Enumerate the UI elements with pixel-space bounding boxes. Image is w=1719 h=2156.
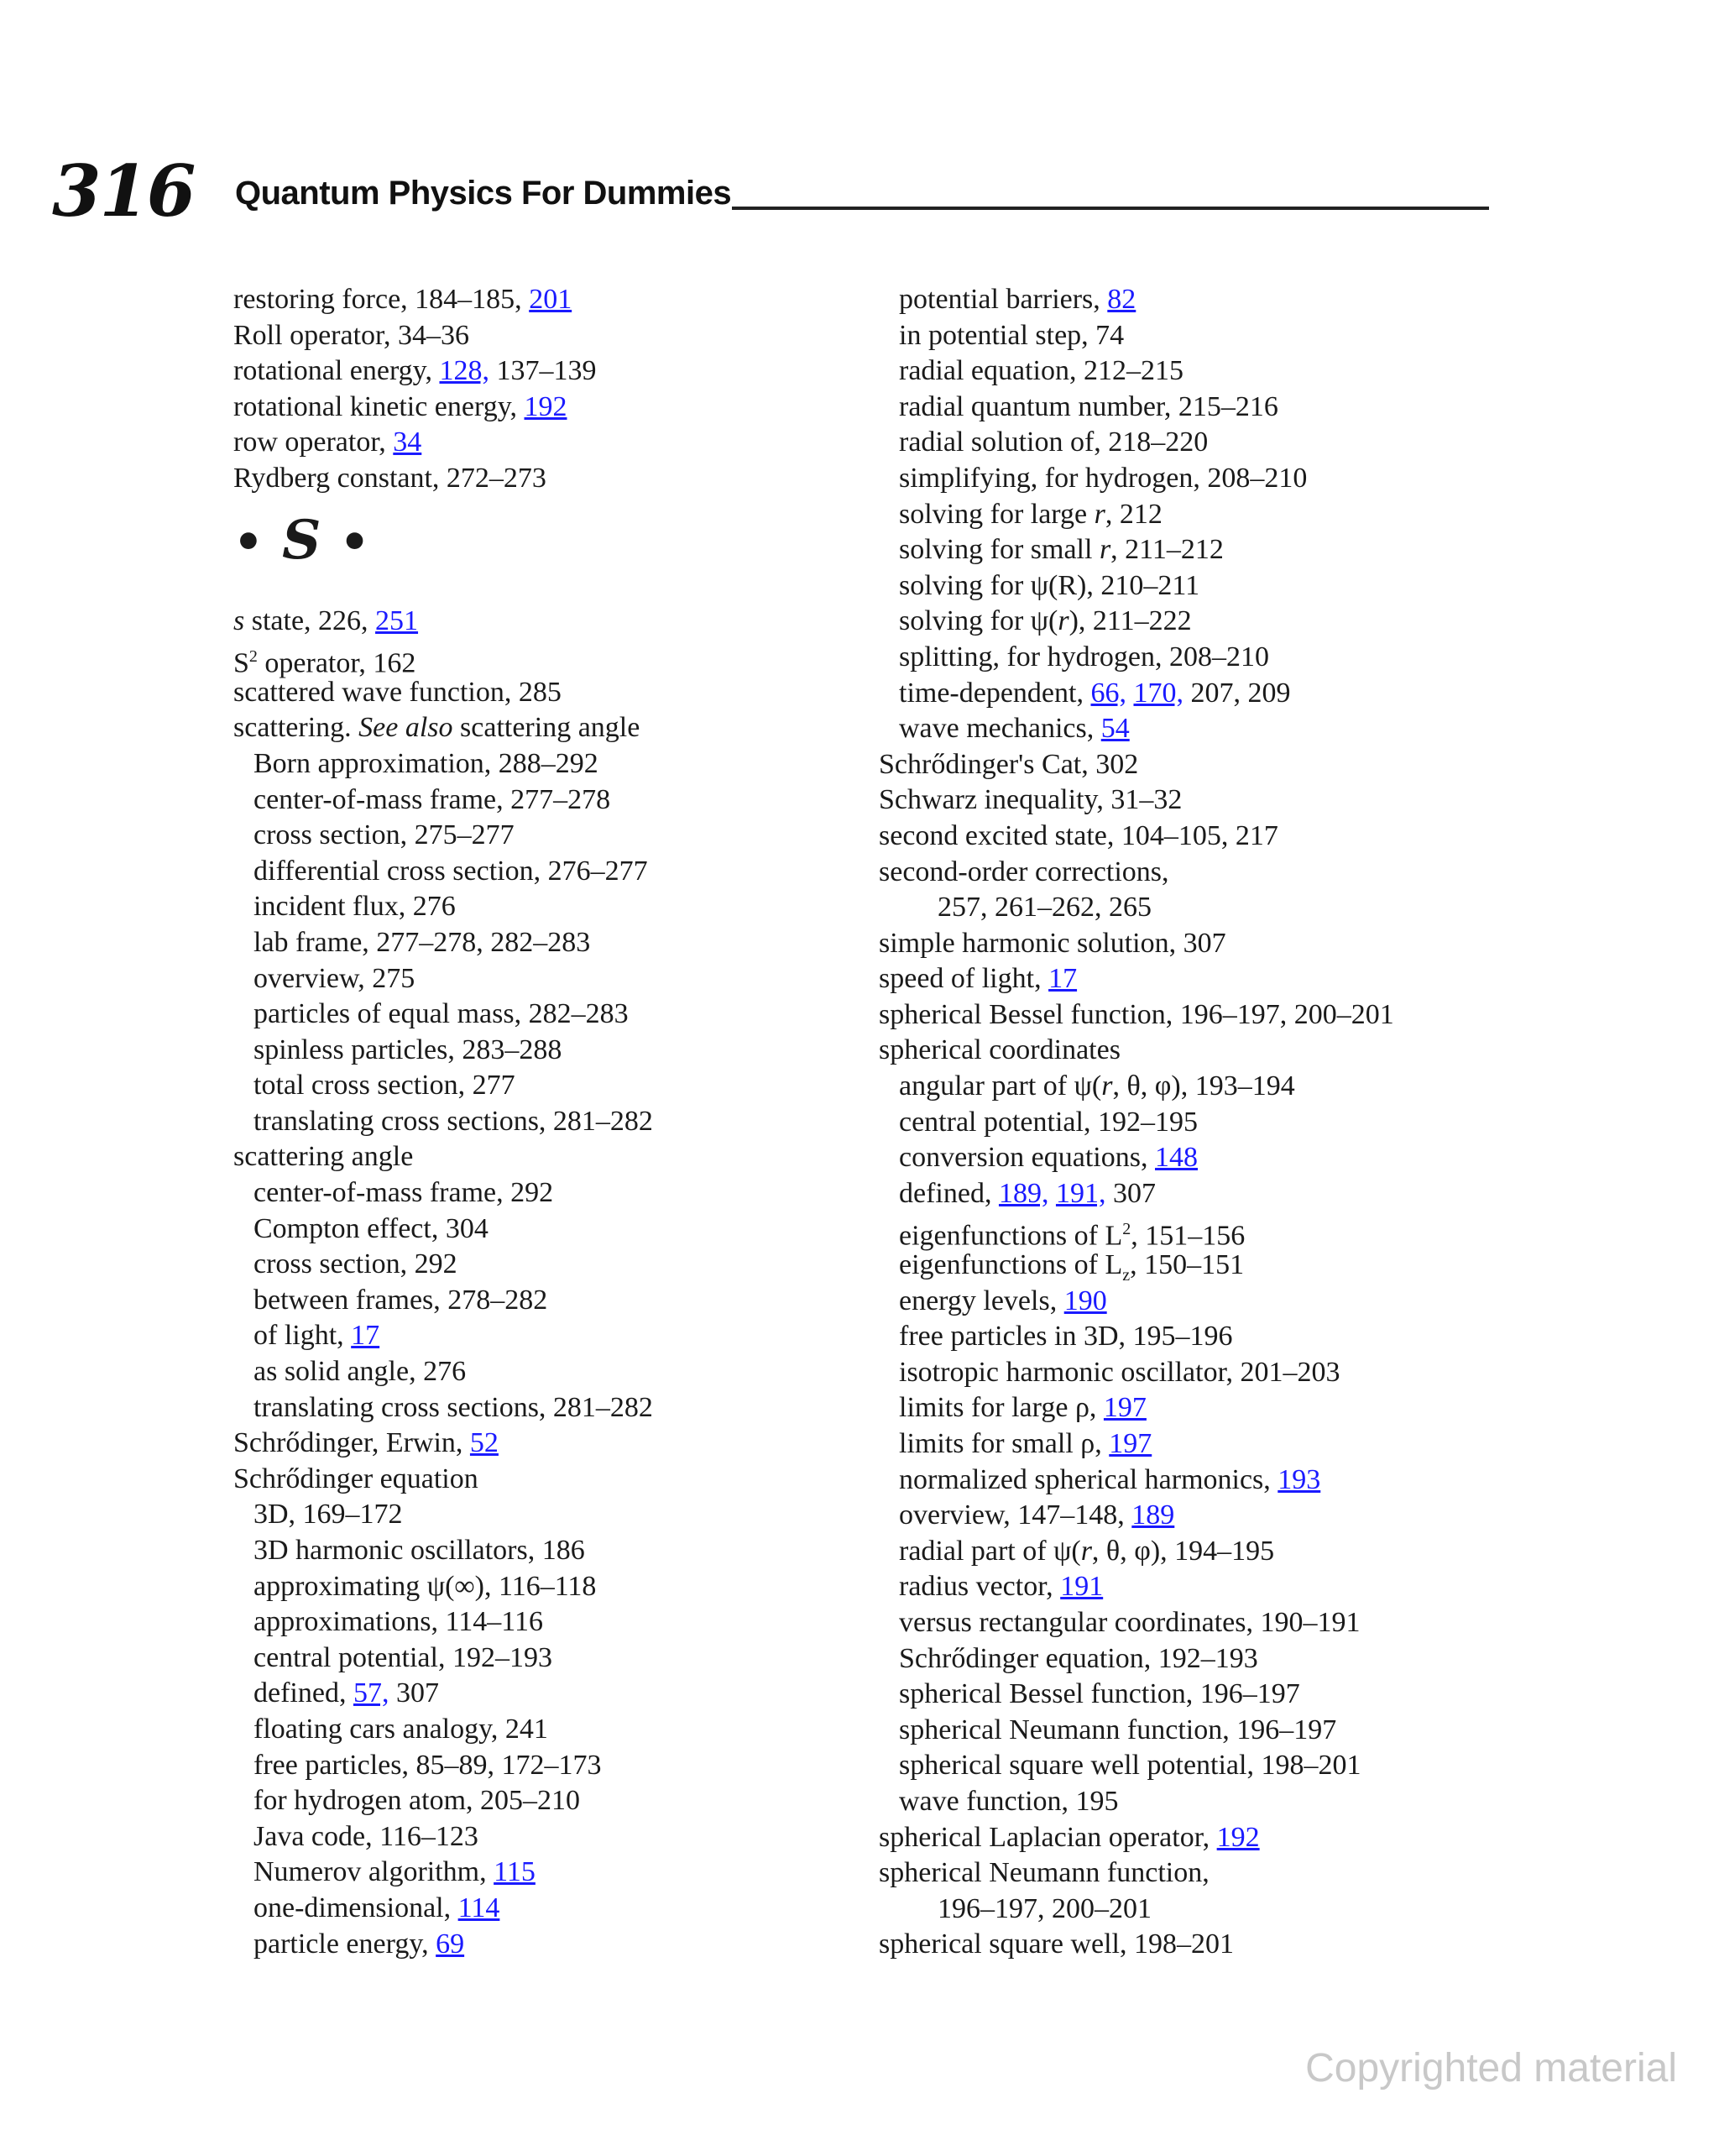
index-entry: splitting, for hydrogen, 208–210: [899, 641, 1270, 672]
index-entry: spherical Neumann function, 196–197: [899, 1714, 1337, 1745]
index-column-left: [233, 282, 771, 1962]
index-entry: floating cars analogy, 241: [253, 1713, 548, 1745]
page-link[interactable]: 192: [1216, 1821, 1260, 1853]
page-link[interactable]: 69: [436, 1928, 465, 1960]
index-entry: spherical Bessel function, 196–197: [899, 1678, 1300, 1710]
index-entry: Numerov algorithm, 115: [253, 1856, 536, 1888]
index-entry: Schwarz inequality, 31–32: [879, 784, 1183, 816]
page-link[interactable]: 193: [1277, 1463, 1321, 1495]
index-entry: wave mechanics, 54: [899, 713, 1130, 745]
index-entry: central potential, 192–193: [253, 1641, 552, 1673]
index-entry: lab frame, 277–278, 282–283: [253, 926, 591, 958]
index-entry: speed of light, 17: [879, 963, 1078, 995]
index-entry: angular part of ψ(r, θ, φ), 193–194: [899, 1070, 1295, 1102]
index-entry: translating cross sections, 281–282: [253, 1105, 653, 1137]
index-entry: time-dependent, 66, 170, 207, 209: [899, 677, 1291, 709]
index-column-right: [879, 282, 1500, 1963]
index-entry: approximating ψ(∞), 116–118: [253, 1570, 597, 1602]
header-rule: [732, 207, 1489, 210]
index-entry: conversion equations, 148: [899, 1142, 1198, 1174]
index-entry: isotropic harmonic oscillator, 201–203: [899, 1356, 1340, 1388]
section-heading-s: [233, 497, 771, 604]
page-link[interactable]: 57,: [353, 1677, 389, 1709]
index-entry: in potential step, 74: [899, 319, 1125, 351]
index-entry: 3D, 169–172: [253, 1499, 403, 1531]
page-link[interactable]: 191: [1060, 1571, 1104, 1603]
index-entry: $S^2$ operator, 162: [233, 647, 416, 679]
index-entry: radial quantum number, 215–216: [899, 390, 1278, 422]
entries-s-continued: [879, 282, 1500, 1963]
index-entry: second excited state, 104–105, 217: [879, 819, 1278, 851]
index-entry: defined, 189, 191, 307: [899, 1177, 1156, 1209]
index-entry: potential barriers, 82: [899, 284, 1136, 315]
page-link[interactable]: 191,: [1055, 1177, 1106, 1209]
index-entry: cross section, 275–277: [253, 819, 515, 851]
index-entry: particles of equal mass, 282–283: [253, 998, 629, 1030]
index-entry: eigenfunctions of $L^2$, 151–156: [899, 1220, 1246, 1252]
page-link[interactable]: 189,: [998, 1177, 1049, 1209]
copyright-watermark: Copyrighted material: [1305, 2046, 1677, 2091]
section-letter: S: [282, 508, 321, 572]
index-entry: normalized spherical harmonics, 193: [899, 1463, 1321, 1495]
page-link[interactable]: 189: [1131, 1499, 1175, 1531]
index-entry: simple harmonic solution, 307: [879, 927, 1226, 959]
page-link[interactable]: 170,: [1133, 677, 1183, 709]
index-entry: cross section, 292: [253, 1248, 457, 1280]
page-link[interactable]: 82: [1107, 284, 1136, 315]
index-entry: spherical Neumann function,: [879, 1857, 1210, 1889]
section-bullet-right: •: [339, 514, 370, 570]
page-link[interactable]: 197: [1109, 1428, 1152, 1459]
index-entry: simplifying, for hydrogen, 208–210: [899, 462, 1308, 494]
index-entry: one-dimensional, 114: [253, 1892, 500, 1923]
index-entry: radial solution of, 218–220: [899, 426, 1209, 458]
index-entry: free particles in 3D, 195–196: [899, 1321, 1233, 1353]
index-entry: Compton effect, 304: [253, 1212, 489, 1244]
entries-s: [233, 604, 771, 1963]
index-entry: energy levels, 190: [899, 1285, 1107, 1316]
page-link[interactable]: 34: [393, 426, 422, 458]
index-entry: radial part of ψ(r, θ, φ), 194–195: [899, 1535, 1275, 1567]
index-entry: solving for large r, 212: [899, 498, 1163, 530]
index-entry: particle energy, 69: [253, 1928, 465, 1960]
page-link[interactable]: 251: [375, 604, 419, 636]
index-entry: center-of-mass frame, 277–278: [253, 783, 611, 815]
index-entry: for hydrogen atom, 205–210: [253, 1785, 581, 1817]
page-link[interactable]: 52: [469, 1427, 499, 1459]
page-link[interactable]: 17: [1048, 963, 1078, 995]
index-entry: central potential, 192–195: [899, 1106, 1198, 1138]
index-entry: limits for small ρ, 197: [899, 1428, 1152, 1459]
index-entry: total cross section, 277: [253, 1070, 515, 1102]
index-entry: approximations, 114–116: [253, 1606, 543, 1638]
index-entry: between frames, 278–282: [253, 1284, 548, 1316]
index-entry: rotational kinetic energy, 192: [233, 390, 567, 422]
index-entry: Rydberg constant, 272–273: [233, 462, 546, 494]
index-entry: spherical square well, 198–201: [879, 1928, 1234, 1960]
page-link[interactable]: 197: [1103, 1392, 1147, 1424]
index-entry: translating cross sections, 281–282: [253, 1391, 653, 1423]
index-entry: scattered wave function, 285: [233, 676, 562, 708]
index-entry: Schrődinger, Erwin, 52: [233, 1427, 499, 1459]
index-entry: free particles, 85–89, 172–173: [253, 1749, 602, 1781]
page-link[interactable]: 148: [1155, 1142, 1198, 1174]
index-entry: 257, 261–262, 265: [938, 892, 1152, 924]
index-entry: spinless particles, 283–288: [253, 1034, 562, 1065]
index-entry: scattering. See also scattering angle: [233, 712, 640, 744]
index-entry: wave function, 195: [899, 1785, 1119, 1817]
page-link[interactable]: 192: [524, 390, 567, 422]
index-entry: as solid angle, 276: [253, 1356, 467, 1388]
index-entry: spherical coordinates: [879, 1034, 1121, 1066]
page-link[interactable]: 190: [1063, 1285, 1107, 1316]
index-entry: solving for small r, 211–212: [899, 534, 1224, 566]
index-entry: eigenfunctions of $L_z$, 150–151: [899, 1249, 1245, 1285]
index-entry: overview, 275: [253, 962, 415, 994]
index-entry: scattering angle: [233, 1141, 414, 1173]
index-entry: Schrődinger's Cat, 302: [879, 748, 1139, 780]
index-entry: solving for ψ(R), 210–211: [899, 569, 1200, 601]
index-entry: restoring force, 184–185, 201: [233, 284, 572, 315]
page-link[interactable]: 128,: [439, 355, 489, 387]
index-entry: 3D harmonic oscillators, 186: [253, 1535, 585, 1566]
running-title: Quantum Physics For Dummies: [235, 175, 732, 212]
page-link[interactable]: 66,: [1090, 677, 1126, 709]
index-entry: radius vector, 191: [899, 1571, 1104, 1603]
index-entry: Java code, 116–123: [253, 1820, 478, 1852]
index-entry: row operator, 34: [233, 426, 422, 458]
index-entry: spherical Laplacian operator, 192: [879, 1821, 1260, 1853]
index-entry: center-of-mass frame, 292: [253, 1177, 554, 1209]
index-entry: limits for large ρ, 197: [899, 1392, 1147, 1424]
index-entry: rotational energy, 128, 137–139: [233, 355, 597, 387]
page-link[interactable]: 201: [529, 284, 572, 315]
page-link[interactable]: 115: [494, 1856, 536, 1888]
index-entry: solving for ψ(r), 211–222: [899, 605, 1192, 637]
page-number: 316: [52, 149, 195, 233]
index-entry: spherical Bessel function, 196–197, 200–201: [879, 998, 1394, 1030]
page-link[interactable]: 114: [457, 1892, 500, 1923]
index-entry: incident flux, 276: [253, 891, 456, 923]
index-entry: second-order corrections,: [879, 856, 1169, 887]
index-entry: 196–197, 200–201: [938, 1892, 1152, 1924]
index-entry: of light, 17: [253, 1320, 380, 1352]
index-entry: s state, 226, 251: [233, 604, 419, 636]
page-link[interactable]: 17: [351, 1320, 380, 1352]
index-entry: versus rectangular coordinates, 190–191: [899, 1606, 1361, 1638]
index-entry: spherical square well potential, 198–201: [899, 1750, 1361, 1782]
index-entry: differential cross section, 276–277: [253, 855, 648, 887]
index-entry: Roll operator, 34–36: [233, 319, 469, 351]
entries-r: [233, 282, 771, 497]
index-entry: radial equation, 212–215: [899, 355, 1183, 387]
index-entry: Born approximation, 288–292: [253, 747, 598, 779]
page-link[interactable]: 54: [1100, 713, 1130, 745]
index-entry: Schrődinger equation, 192–193: [899, 1642, 1258, 1674]
index-entry: overview, 147–148, 189: [899, 1499, 1175, 1531]
section-bullet-left: •: [233, 514, 264, 570]
index-entry: Schrődinger equation: [233, 1463, 478, 1494]
index-entry: defined, 57, 307: [253, 1677, 439, 1709]
